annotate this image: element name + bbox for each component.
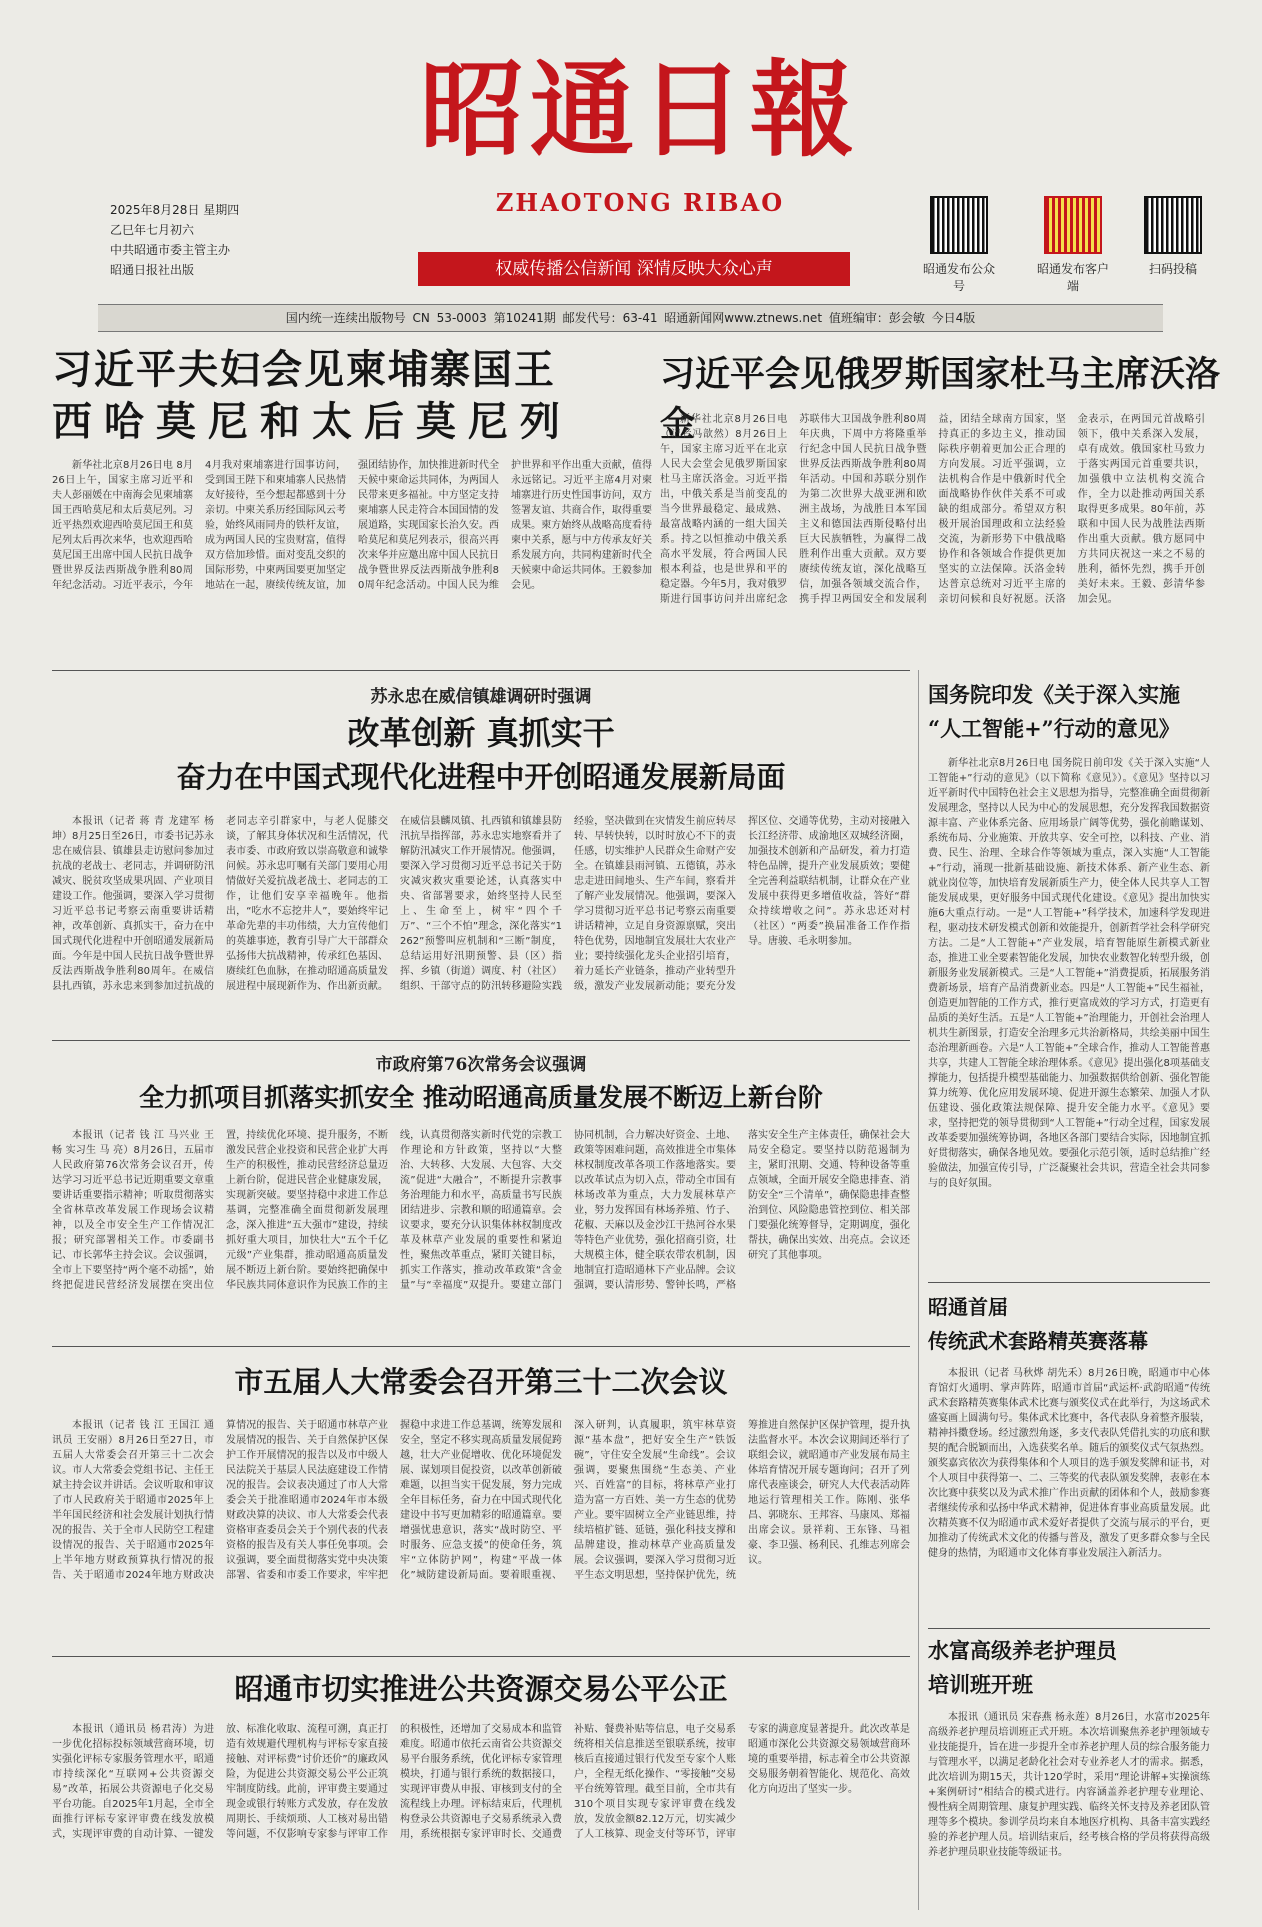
headline-martial-arts — [928, 1290, 1218, 1358]
headline-line: 习近平夫妇会见柬埔寨国王 — [52, 346, 556, 393]
headline-ai-plus — [928, 678, 1218, 746]
kicker-su-yongzhong: 苏永忠在威信镇雄调研时强调 — [370, 687, 592, 707]
subheadline-su-yongzhong: 奋力在中国式现代化进程中开创昭通发展新局面 — [176, 760, 786, 794]
qr-label: 昭通发布公众号 — [922, 262, 995, 293]
publisher: 昭通日报社出版 — [110, 263, 195, 277]
article-body-elder-care: 本报讯（通讯员 宋春燕 杨永莲）8月26日，水富市2025年高级养老护理员培训班正式开班。本次培训聚焦养老护理领域专业技能提升，旨在进一步提升全市养老护理人员的综合服务能力与管理水平，以满足老龄化社会对专业养老人才的需求。据悉，此次培训为期15天，共计120学时，采用“理论讲解+实操演练+案例研讨”相结合的模式进行。内容涵盖养老护理专业理论、慢性病全周期管理、康复护理实践、临终关怀支持及养老团队管理等多个模块。参训学员均来自本地医疗机构、具备丰富实践经验的养老护理人员。培训结束后，经考核合格的学员将获得高级养老护理员职业技能等级证书。 — [928, 1712, 1210, 1858]
qr-code-icon — [1044, 196, 1102, 254]
article-body-exec-meeting: 本报讯（记者 钱 江 马兴业 王 畅 实习生 马 亮）8月26日，五届市人民政府第76次常务会议召开，传达学习习近平总书记近期重要文章重要讲话重要指示精神；听取贯彻落实全省林草改革发展工作现场会议精神，以及全市安全生产工作情况汇报；研究部署相关工作。市委副书记、市长郭华主持会议。会议强调，全市上下要坚持“两个毫不动摇”，始终把促进民营经济发展摆在突出位置，持续优化环境、提升服务，不断激发民营企业投资和民营企业扩大再生产的积极性，推动民营经济总量迈上新台阶，促进民营企业健康发展，实现新突破。要坚持稳中求进工作总基调，完整准确全面贯彻新发展理念，深入推进“五大强市”建设，持续抓好重大项目，加快壮大“五个千亿元级”产业集群，推动昭通高质量发展不断迈上新台阶。要始终把确保中华民族共同体意识作为民族工作的主线，认真贯彻落实新时代党的宗教工作理论和方针政策，坚持以“大整治、大转移、大发展、大包容、大交流”促进“大融合”，不断提升宗教事务治理能力和水平，高质量书写民族团结进步、宗教和顺的昭通篇章。会议要求，要充分认识集体林权制度改革及林草产业发展的重要性和紧迫性，聚焦改革重点，紧盯关键目标，抓实工作落实，推动改革政策“含金量”与“幸福度”双提升。要建立部门协同机制，合力解决好资金、土地、政策等困难问题，高效推进全市集体林权制度改革各项工作落地落实。要以改革试点为切入点，带动全市国有林场改革为重点，大力发展林草产业，努力发挥国有林场养殖、竹子、花椒、天麻以及金沙江干热河谷水果等特色产业优势，强化招商引资，壮大规模主体，健全联农带农机制，因地制宜打造昭通林下产业品牌。会议强调，要认清形势、警钟长鸣，严格落实安全生产主体责任，确保社会大局安全稳定。要坚持以防范遏制为主，紧盯汛期、交通、特种设备等重点领域，全面开展安全隐患排查、消防安全“三个清单”，确保隐患排查整治到位、风险隐患管控到位、相关部门要强化统筹督导，定期调度，强化帮扶，确保出实效、出亮点。会议还研究了其他事项。 — [52, 1130, 910, 1291]
headline-elder-care — [928, 1634, 1218, 1702]
headline-line: “人工智能+”行动的意见》 — [928, 716, 1180, 741]
publication-info-bar: 国内统一连续出版物号 CN 53-0003 第10241期 邮发代号：63-41 昭通新闻网www.ztnews.net 值班编审：彭会敏 今日4版 — [98, 304, 1163, 332]
headline-line: 培训班开班 — [928, 1672, 1033, 1697]
qr-label: 扫码投稿 — [1148, 262, 1197, 276]
divider — [52, 1040, 910, 1041]
headline-xi-cambodia — [52, 344, 662, 448]
kicker-exec-meeting: 市政府第76次常务会议强调 — [375, 1055, 587, 1075]
article-body-ai-plus: 新华社北京8月26日电 国务院日前印发《关于深入实施“人工智能+”行动的意见》（以下简称《意见》）。《意见》坚持以习近平新时代中国特色社会主义思想为指导，完整准确全面贯彻新发展理念，坚持以人民为中心的发展思想，充分发挥我国数据资源丰富、产业体系完备、应用场景广阔等优势，强化前瞻谋划、系统布局、分业施策、开放共享、安全可控，以科技、产业、消费、民生、治理、全球合作等领域为重点，深入实施“人工智能+”行动，涌现一批新基础设施、新技术体系、新产业生态、新就业岗位等，加快培育发展新质生产力，使全体人民共享人工智能发展成果，更好服务中国式现代化建设。《意见》提出加快实施6大重点行动。一是“人工智能+”科学技术，加速科学发现进程，驱动技术研发模式创新和效能提升，创新哲学社会科学研究方法。二是“人工智能+”产业发展，培育智能原生新模式新业态，推进工业全要素智能化发展，加快农业数智化转型升级，创新服务业发展新模式。三是“人工智能+”消费提质，拓展服务消费新场景，培育产品消费新业态。四是“人工智能+”民生福祉，创造更加智能的工作方式，推行更富成效的学习方式，打造更有品质的美好生活。五是“人工智能+”治理能力，开创社会治理人机共生新图景，打造安全治理多元共治新格局，共绘美丽中国生态治理新画卷。六是“人工智能+”全球合作，推动人工智能普惠共享，共建人工智能全球治理体系。《意见》提出强化8项基础支撑能力，包括提升模型基础能力、加强数据供给创新、强化智能算力统筹、优化应用发展环境、促进开源生态繁荣、加强人才队伍建设、强化政策法规保障、提升安全能力水平。《意见》要求，坚持把党的领导贯彻到“人工智能+”行动全过程，国家发展改革委要加强统筹协调，各地区各部门要结合实际，因地制宜抓好贯彻落实，确保各地见效。要强化示范引领，适时总结推广经验做法，加强宣传引导，广泛凝聚社会共识，营造全社会共同参与的良好氛围。 — [928, 758, 1210, 1189]
article-body-npc-meeting: 本报讯（记者 钱 江 王国江 通讯员 王安丽）8月26日至27日，市五届人大常委会召开第三十二次会议。市人大常委会党组书记、主任王斌主持会议并讲话。会议听取和审议了市人民政府关于昭通市2025年上半年国民经济和社会发展计划执行情况的报告、关于全市人民防空工程建设情况的报告、关于昭通市2025年上半年地方财政预算执行情况的报告、关于昭通市2024年地方财政决算情况的报告、关于昭通市林草产业发展情况的报告、关于自然保护区保护工作开展情况的报告以及市中级人民法院关于基层人民法庭建设工作情况的报告。会议表决通过了市人大常委会关于批准昭通市2024年市本级财政决算的决议、市人大常委会代表资格审查委员会关于个别代表的代表资格的报告及有关人事任免事项。会议强调，要全面贯彻落实党中央决策部署、省委和市委工作要求，牢牢把握稳中求进工作总基调，统筹发展和安全，坚定不移实现高质量发展促跨越，壮大产业促增收、优化环境促发展、谋划项目促投资，以改革创新破难题，以担当实干促发展，努力完成全年目标任务，奋力在中国式现代化建设中书写更加精彩的昭通篇章。要增强忧患意识，落实“战时防空、平时服务、应急支援”的使命任务，筑牢“立体防护网”，构建“平战一体化”城防建设新局面。要着眼重视、深入研判，认真履职，筑牢林草资源“基本盘”，把好安全生产“铁饭碗”，守住安全发展“生命线”。会议强调，要聚焦围绕“生态美、产业兴、百姓富”的目标，将林草产业打造为富一方百姓、美一方生态的优势产业。要牢固树立全产业链思维，持续培植扩链、延链，强化科技支撑和品牌建设，推动林草产业高质量发展。会议强调，要深入学习贯彻习近平生态文明思想，坚持保护优先，统筹推进自然保护区保护管理，提升执法监督水平。本次会议期间还举行了联组会议，就昭通市产业发展布局主体培育情况开展专题询问；召开了列席代表座谈会，研究人大代表活动阵地运行管理相关工作。陈刚、张华昌、郭晓东、王邦容、马康凤、郑福出席会议。景祥莉、王东锋、马祖豪、李卫强、杨利民、孔维志列席会议。 — [52, 1420, 910, 1581]
headline-su-yongzhong: 改革创新 真抓实干 — [347, 714, 615, 752]
qr-submit[interactable] — [1136, 196, 1210, 277]
masthead-pinyin: ZHAOTONG RIBAO — [495, 188, 785, 217]
divider — [918, 670, 919, 1910]
article-body-xi-russia: 新华社北京8月26日电（记者冯歆然）8月26日上午，国家主席习近平在北京人民大会堂会见俄罗斯国家杜马主席沃洛金。习近平指出，中俄关系是当前变乱的当今世界最稳定、最成熟、最富战略内涵的一组大国关系。持之以恒推动中俄关系高水平发展，符合两国人民根本利益，也是世界和平的稳定器。今年5月，我对俄罗斯进行国事访问并出席纪念苏联伟大卫国战争胜利80周年庆典，下周中方将隆重举行纪念中国人民抗日战争暨世界反法西斯战争胜利80周年活动。中国和苏联分别作为第二次世界大战亚洲和欧洲主战场，为战胜日本军国主义和德国法西斯侵略付出巨大民族牺牲，为赢得二战胜利作出重大贡献。双方要赓续传统友谊，深化战略互信，加强各领域交流合作，携手捍卫两国安全和发展利益，团结全球南方国家，坚持真正的多边主义，推动国际秩序朝着更加公正合理的方向发展。习近平强调，立法机构合作是中俄新时代全面战略协作伙伴关系不可或缺的组成部分。希望双方积极开展治国理政和立法经验交流，为新形势下中俄战略协作和各领域合作提供更加坚实的立法保障。沃洛金转达普京总统对习近平主席的亲切问候和良好祝愿。沃洛金表示，在两国元首战略引领下，俄中关系深入发展，卓有成效。俄国家杜马致力于落实两国元首重要共识，加强俄中立法机构交流合作，全力以赴推动两国关系取得更多成果。80年前，苏联和中国人民为战胜法西斯作出重大贡献。俄方愿同中方共同庆祝这一来之不易的胜利，循怀先烈，携手开创美好未来。王毅、彭清华参加会见。 — [660, 414, 1205, 605]
qr-official-account[interactable] — [922, 196, 996, 294]
headline-npc-meeting: 市五届人大常委会召开第三十二次会议 — [234, 1365, 728, 1399]
masthead-meta — [110, 200, 370, 280]
divider — [52, 1346, 910, 1347]
divider — [928, 1628, 1210, 1629]
masthead-title: 昭通日報 — [419, 48, 860, 171]
headline-xi-russia: 习近平会见俄罗斯国家杜马主席沃洛金 — [660, 354, 1221, 445]
headline-public-resources: 昭通市切实推进公共资源交易公平公正 — [234, 1672, 728, 1706]
article-body-xi-cambodia: 新华社北京8月26日电 8月26日上午，国家主席习近平和夫人彭丽媛在中南海会见柬埔寨国王西哈莫尼和太后莫尼列。习近平热烈欢迎西哈莫尼国王和莫尼列太后再次来华，也欢迎西哈莫尼国王出席中国人民抗日战争暨世界反法西斯战争胜利80周年纪念活动。习近平表示，今年4月我对柬埔寨进行国事访问，受到国王陛下和柬埔寨人民热情友好接待，至今想起都感到十分亲切。中柬关系历经国际风云考验，始终风雨同舟的铁杆友谊，成为两国人民的宝贵财富，值得双方倍加珍惜。面对变乱交织的国际形势，中柬两国要更加坚定地站在一起，赓续传统友谊，加强团结协作，加快推进新时代全天候中柬命运共同体，为两国人民带来更多福祉。中方坚定支持柬埔寨人民走符合本国国情的发展道路，实现国家长治久安。西哈莫尼和莫尼列表示，很高兴再次来华并应邀出席中国人民抗日战争暨世界反法西斯战争胜利80周年纪念活动。中国人民为维护世界和平作出重大贡献，值得永远铭记。习近平主席4月对柬埔寨进行历史性国事访问，双方签署友谊、共商合作，取得重要成果。柬方始终从战略高度看待柬中关系，愿与中方传承友好关系发展方向，共同构建新时代全天候柬中命运共同体。王毅参加会见。 — [52, 460, 652, 591]
headline-line: 西哈莫尼和太后莫尼列 — [52, 398, 572, 445]
lunar-date: 乙巳年七月初六 — [110, 223, 195, 237]
sponsor: 中共昭通市委主管主办 — [110, 243, 231, 257]
divider — [52, 1656, 910, 1657]
headline-exec-meeting: 全力抓项目抓落实抓安全 推动昭通高质量发展不断迈上新台阶 — [139, 1083, 823, 1112]
article-body-martial-arts: 本报讯（记者 马秋烨 胡先禾）8月26日晚，昭通市中心体育馆灯火通明、掌声阵阵，昭通市首届“武运杯·武韵昭通”传统武术套路精英赛集体武术比赛与颁奖仪式在此举行，为这场武术盛宴画上圆满句号。集体武术比赛中，各代表队身着整齐服装，精神抖擞登场。经过激烈角逐，多支代表队凭借扎实的功底和默契的配合脱颖而出，入选获奖名单。随后的颁奖仪式气氛热烈。颁奖嘉宾依次为获得集体和个人项目的选手颁发奖牌和证书，对个人项目中获得第一、二、三等奖的代表队颁发奖牌，表彰在本次比赛中获奖以及为武术推广作出贡献的团体和个人，鼓励参赛者继续传承和弘扬中华武术精神，促进体育事业高质量发展。此次精英赛不仅为昭通市武术爱好者提供了交流与展示的平台，更加推动了传统武术文化的传播与普及，激发了更多群众参与全民健身的热情，为昭通市文化体育事业发展注入新活力。 — [928, 1368, 1210, 1559]
qr-label: 昭通发布客户端 — [1036, 262, 1109, 293]
article-body-public-resources: 本报讯（通讯员 杨君涛）为进一步优化招标投标领域营商环境，切实强化评标专家服务管理水平，昭通市持续深化“互联网+公共资源交易”改革，拓展公共资源电子化交易平台功能。自2025年1月起，全市全面推行评标专家评审费在线发放模式，实现评审费的自动计算、一键发放、标准化收取、流程可溯，真正打造有效规避代理机构与评标专家直接接触、对评标费“讨价还价”的廉政风险，为促进公共资源交易公平公正筑牢制度防线。此前，评审费主要通过现金或银行转账方式发放，存在发放周期长、手续烦琐、人工核对易出错等问题，不仅影响专家参与评审工作的积极性，还增加了交易成本和监管难度。昭通市依托云南省公共资源交易平台服务系统，优化评标专家管理模块，打通与银行系统的数据接口，实现评审费从申报、审核到支付的全流程线上办理。评标结束后，代理机构登录公共资源电子交易系统录入费用，系统根据专家评审时长、交通费补贴、餐费补贴等信息，电子交易系统将相关信息推送至银联系统，按审核后直接通过银行代发至专家个人账户，全程无纸化操作、“零接触”交易平台统筹管理。截至目前，全市共有310个项目实现专家评审费在线发放，发放金额82.12万元，切实减少了人工核算、现金支付等环节，评审专家的满意度显著提升。此次改革是昭通市深化公共资源交易领域营商环境的重要举措，标志着全市公共资源交易服务朝着智能化、规范化、高效化方向迈出了坚实一步。 — [52, 1724, 910, 1840]
qr-client-app[interactable] — [1036, 196, 1110, 294]
masthead-slogan: 权威传播公信新闻 深情反映大众心声 — [418, 252, 850, 286]
headline-line: 传统武术套路精英赛落幕 — [928, 1329, 1148, 1353]
qr-code-icon — [930, 196, 988, 254]
article-body-su-yongzhong: 本报讯（记者 蒋 青 龙建军 杨坤）8月25日至26日，市委书记苏永忠在威信县、镇雄县走访慰问参加过抗战的老战士、老同志，并调研防汛减灾、脱贫攻坚成果巩固、产业项目建设工作。他强调，要深入学习贯彻习近平总书记考察云南重要讲话精神，改革创新、真抓实干，奋力在中国式现代化进程中开创昭通发展新局面。今年是中国人民抗日战争暨世界反法西斯战争胜利80周年。在威信县扎西镇，苏永忠来到参加过抗战的老同志辛引群家中，与老人促膝交谈，了解其身体状况和生活情况，代表市委、市政府致以崇高敬意和诚挚问候。苏永忠叮嘱有关部门要用心用情做好关爱抗战老战士、老同志的工作，让他们安享幸福晚年。他指出，“吃水不忘挖井人”，要始终牢记革命先辈的丰功伟绩，大力宣传他们的英雄事迹，教育引导广大干部群众弘扬伟大抗战精神，传承红色基因、赓续红色血脉，在推动昭通高质量发展进程中展现新作为、作出新贡献。在威信县麟凤镇、扎西镇和镇雄县防汛抗旱指挥部，苏永忠实地察看并了解防汛减灾工作开展情况。他强调，要深入学习贯彻习近平总书记关于防灾减灾救灾重要论述，认真落实中央、省部署要求，始终坚持人民至上、生命至上，树牢“四个千万”、“三个不怕”理念，深化落实“1262”预警叫应机制和“三断”制度，总结运用好汛期预警、县（区）指挥、乡镇（街道）调度、村（社区）组织、干部守点的防汛转移避险实践经验，坚决做到在灾情发生前应转尽转、早转快转，以时时放心不下的责任感，切实维护人民群众生命财产安全。在镇雄县雨河镇、五德镇，苏永忠走进田间地头、生产车间，察看并了解产业发展情况。他强调，要深入学习贯彻习近平总书记考察云南重要讲话精神，立足自身资源禀赋，突出特色优势，因地制宜发展壮大农业产业；要持续强化龙头企业招引培育，着力延长产业链条，推动产业转型升级，激发产业发展新动能；要充分发挥区位、交通等优势，主动对接融入长江经济带、成渝地区双城经济圈，加强技术创新和产品研发，着力打造特色品牌，提升产业发展质效；要健全完善利益联结机制，让群众在产业发展中获得更多增值收益，答好“群众持续增收之问”。苏永忠还对村（社区）“两委”换届准备工作作指导。唐骏、毛永明参加。 — [52, 816, 910, 992]
divider — [928, 1282, 1210, 1283]
headline-line: 昭通首届 — [928, 1295, 1008, 1319]
qr-code-icon — [1144, 196, 1202, 254]
headline-line: 国务院印发《关于深入实施 — [928, 682, 1180, 707]
divider — [52, 670, 910, 671]
headline-line: 水富高级养老护理员 — [928, 1638, 1117, 1663]
issue-date: 2025年8月28日 星期四 — [110, 203, 240, 217]
